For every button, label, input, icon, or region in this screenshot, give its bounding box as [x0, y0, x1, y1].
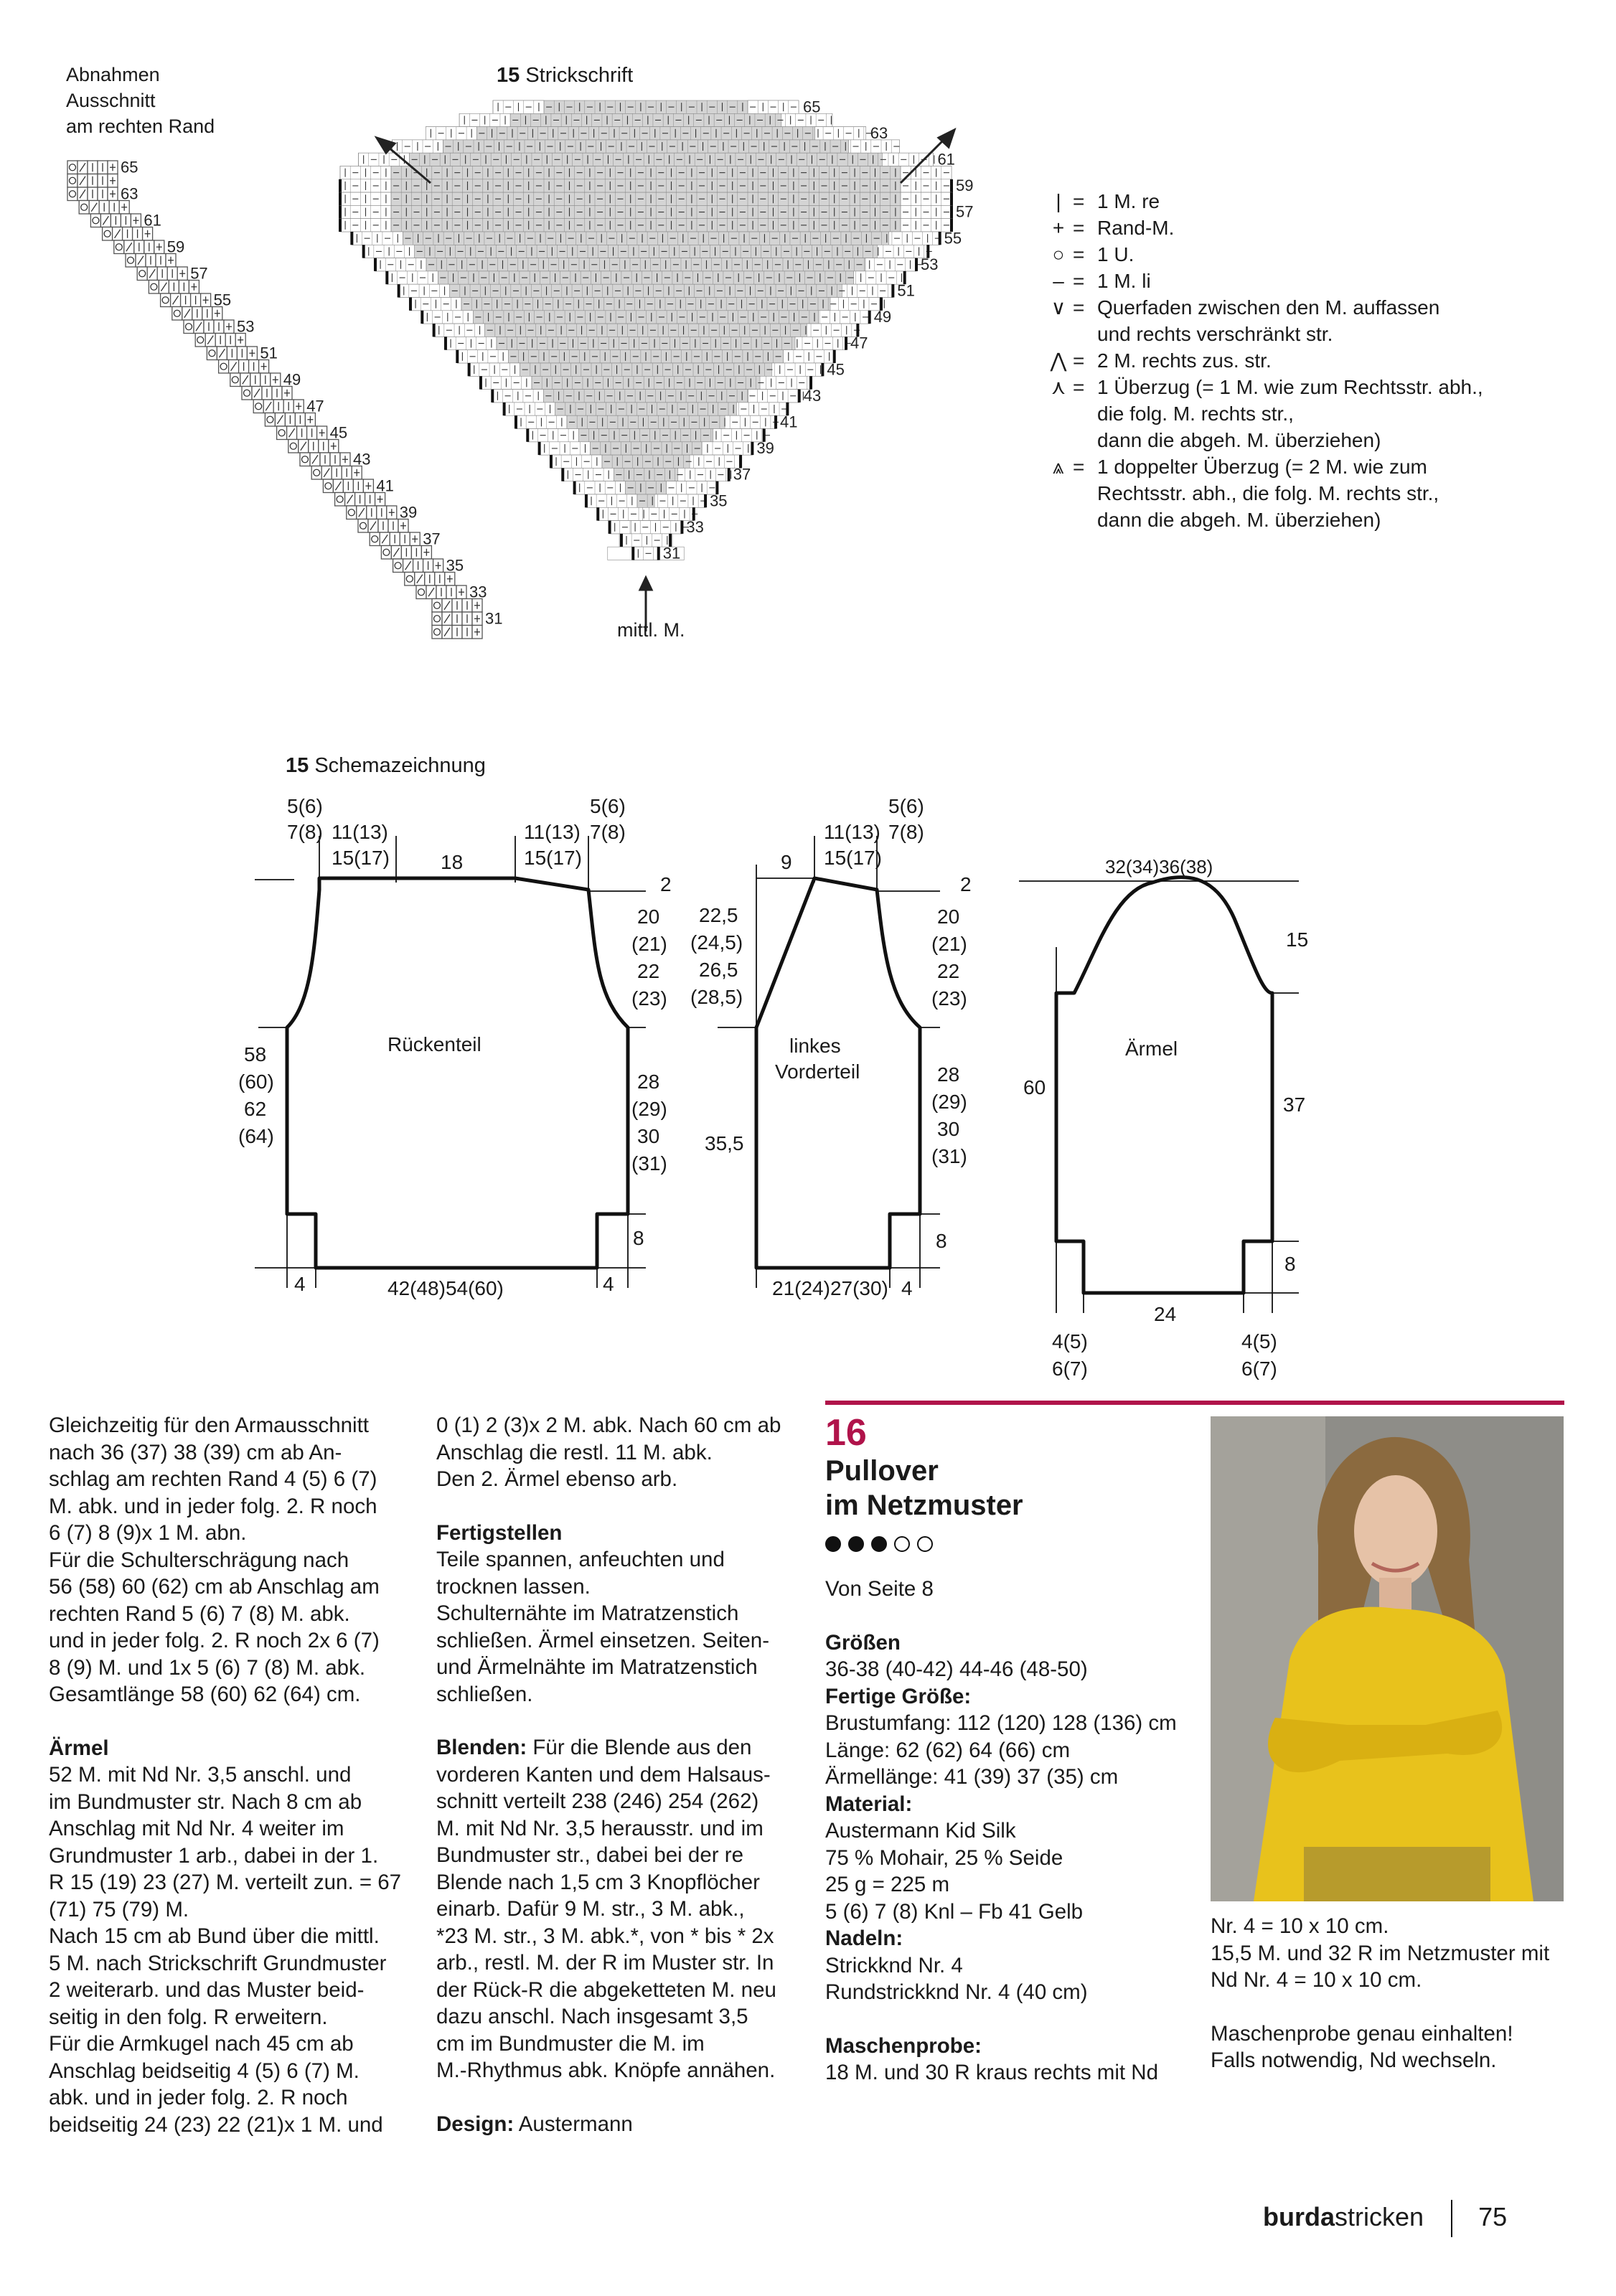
row-number: 31	[485, 609, 503, 628]
row-number: 45	[827, 360, 845, 379]
row-number: 37	[733, 465, 751, 484]
row-number: 47	[850, 334, 868, 352]
difficulty-rating	[825, 1523, 1198, 1566]
finishing-heading: Fertigstellen	[436, 1520, 563, 1545]
pattern-16-gauge-continued: Nr. 4 = 10 x 10 cm. 15,5 M. und 32 R im Netzmuster mit Nd Nr. 4 = 10 x 10 cm. Maschenprobe genau einhalten! Falls notwendig, Nd wechseln.	[1211, 1914, 1550, 2072]
row-number: 63	[121, 184, 138, 203]
row-number: 33	[469, 583, 487, 601]
skp-icon: ⋏	[1051, 376, 1066, 398]
row-number: 51	[260, 344, 278, 362]
row-number: 59	[166, 237, 185, 256]
row-number: 37	[423, 530, 441, 548]
row-number: 65	[803, 98, 821, 116]
row-number: 61	[144, 211, 161, 230]
chart-edge	[771, 363, 822, 376]
make-one-icon: ∨	[1051, 296, 1066, 319]
knit-stitch-icon: |	[1056, 190, 1061, 212]
row-number: 51	[897, 281, 915, 300]
difficulty-dot-filled	[848, 1536, 864, 1552]
row-number: 39	[756, 439, 774, 458]
decrease-chart	[0, 0, 1616, 732]
page-number: 75	[1478, 2202, 1508, 2231]
row-number: 45	[329, 423, 348, 442]
chart-edge	[865, 258, 916, 271]
pattern-16-info: 16 Pullover im Netzmuster Von Seite 8 Größen 36-38 (40-42) 44-46 (48-50) Fertige Größe: Brustumfang: 112 (120) 128 (136) cm Länge: 62 (62) 64 (66) cm Ärmellänge: 41 (39) 37 (35) cm Material: Austermann Kid Silk 75 % Mohair, 25 % Seide 25 g = 225 m 5 (6) 7 (8) Knl – Fb 41 Gelb Nadeln: Strickknd Nr. 4 Rundstrickknd Nr. 4 (40 cm) Maschenprobe: 18 M. und 30 R kraus rechts mit Nd	[825, 1412, 1198, 2086]
row-number: 43	[353, 450, 371, 469]
row-number: 43	[803, 386, 822, 405]
pattern-title-line1: Pullover	[825, 1455, 939, 1487]
chart-edge	[815, 127, 866, 140]
row-number: 57	[956, 202, 974, 221]
row-number: 53	[237, 317, 255, 336]
chart-row	[375, 258, 916, 271]
sleeve-heading: Ärmel	[49, 1736, 109, 1760]
yarn-over-icon: ○	[1052, 243, 1065, 265]
model-photo	[1211, 1416, 1564, 1901]
row-number: 47	[306, 397, 324, 415]
chart-edge	[701, 442, 752, 455]
pattern-number: 16	[825, 1412, 867, 1454]
section-divider	[825, 1401, 1564, 1405]
chart-row	[352, 232, 939, 245]
text-column-2: 0 (1) 2 (3)x 2 M. abk. Nach 60 cm ab Anschlag die restl. 11 M. abk. Den 2. Ärmel ebenso arb. Fertigstellen Teile spannen, anfeuchten und trocknen lassen. Schulternähte im Matratzenstich schließen. Ärmel einsetzen. Seiten- und Ärmelnähte im Matratzenstich schließen. Blenden: Für die Blende aus den vorderen Kanten und dem Halsaus- schnitt verteilt 238 (246) 254 (262) M. mit Nd Nr. 3,5 herausstr. und im Bundmuster str., dabei bei der re Blende nach 1,5 cm 3 Knopflöcher einarb. Dafür 9 M. str., 3 M. abk., *23 M. str., 3 M. abk.*, von * bis * 2x arb., restl. M. der R im Muster str. In der Rück-R die abgeketteten M. neu dazu anschl. Nach insgesamt 3,5 cm im Bundmuster die M. im M.-Rhythmus abk. Knöpfe annähen. Design: Austermann	[436, 1412, 809, 2137]
footer	[1263, 2196, 1507, 2239]
row-number: 35	[710, 491, 728, 510]
difficulty-dot-filled	[825, 1536, 841, 1552]
row-number: 57	[190, 264, 208, 283]
row-number: 33	[686, 517, 704, 536]
row-number: 35	[446, 556, 464, 575]
row-number: 49	[873, 308, 892, 326]
chart-row	[359, 153, 934, 166]
stitch-chart-title: 15 Strickschrift	[497, 64, 634, 87]
back-piece-outline	[287, 878, 628, 1268]
difficulty-dot-empty	[917, 1536, 933, 1552]
row-number: 41	[376, 476, 394, 495]
decrease-chart-caption: Abnahmen Ausschnitt am rechten Rand	[66, 64, 215, 137]
row-number: 39	[399, 503, 418, 522]
edge-stitch-icon: +	[1052, 217, 1065, 239]
center-stitch-label: mittl. M.	[617, 619, 685, 641]
k2tog-icon: ⋀	[1050, 349, 1067, 372]
brand-logo: burdastricken	[1263, 2202, 1424, 2231]
row-number: 31	[662, 544, 681, 563]
row-number: 63	[870, 123, 888, 142]
row-number: 53	[921, 255, 939, 273]
row-number: 55	[213, 291, 232, 309]
row-number: 61	[937, 150, 955, 169]
double-decrease-icon: ⩓	[1053, 456, 1064, 478]
difficulty-dot-empty	[894, 1536, 910, 1552]
row-number: 49	[283, 370, 301, 389]
text-column-1: Gleichzeitig für den Armausschnitt nach 36 (37) 38 (39) cm ab An- schlag am rechten Rand 4 (5) 6 (7) M. abk. und in jeder folg. 2. R noch 6 (7) 8 (9)x 1 M. abn. Für die Schulterschrägung nach 56 (58) 60 (62) cm ab Anschlag am rechten Rand 5 (6) 7 (8) M. abk. und in jeder folg. 2. R noch 2x 6 (7) 8 (9) M. und 1x 5 (6) 7 (8) M. abk. Gesamtlänge 58 (60) 62 (64) cm. Ärmel 52 M. mit Nd Nr. 3,5 anschl. und im Bundmuster str. Nach 8 cm ab Anschlag mit Nd Nr. 4 weiter im Grundmuster 1 arb., dabei in der 1. R 15 (19) 23 (27) M. verteilt zun. = 67 (71) 75 (79) M. Nach 15 cm ab Bund über die mittl. 5 M. nach Strickschrift Grundmuster 2 weiterarb. und das Muster beid- seitig in den folg. R erweitern. Für die Armkugel nach 45 cm ab Anschlag beidseitig 4 (5) 6 (7) M. abk. und in jeder folg. 2. R noch beidseitig 24 (23) 22 (21)x 1 M. und	[49, 1412, 422, 2138]
chart-edge	[795, 337, 846, 349]
row-number: 65	[121, 158, 138, 177]
sleeve-outline	[1056, 878, 1272, 1293]
row-number: 55	[944, 229, 962, 248]
row-number: 41	[780, 413, 798, 431]
row-number: 59	[956, 177, 974, 195]
purl-stitch-icon: –	[1053, 270, 1064, 292]
pattern-title-line2: im Netzmuster	[825, 1490, 1023, 1521]
schematic-title: 15 Schemazeichnung	[286, 754, 486, 777]
chart-edge	[631, 521, 682, 534]
difficulty-dot-filled	[871, 1536, 887, 1552]
